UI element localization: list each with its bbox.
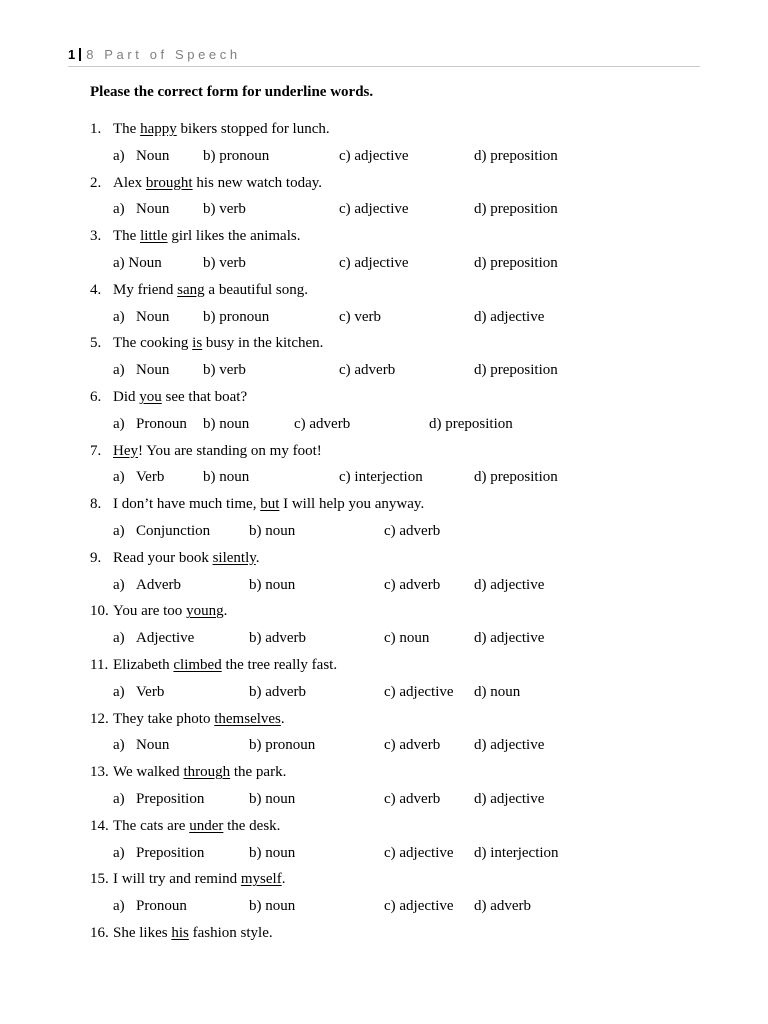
question-row <box>0 493 768 520</box>
question-number: 6. <box>90 388 102 405</box>
options-row <box>0 895 768 922</box>
question-text <box>113 440 322 462</box>
option-a-text: Verb <box>136 469 165 486</box>
question-text-after: the desk. <box>223 817 281 834</box>
option-d: d) adjective <box>474 308 545 325</box>
option-a-text: Adverb <box>136 576 181 593</box>
page-number: 1 <box>68 47 76 62</box>
question-text <box>113 922 273 944</box>
question-text-after: . <box>280 710 285 727</box>
question-number: 14. <box>90 817 109 834</box>
question-row <box>0 654 768 681</box>
underlined-word: sang <box>177 281 205 298</box>
underlined-word: Hey <box>113 442 138 459</box>
question-row <box>0 172 768 199</box>
underlined-word: young <box>186 603 224 620</box>
question-number: 13. <box>90 764 109 781</box>
question-text-after: the tree really fast. <box>221 656 338 673</box>
underlined-word: climbed <box>173 656 222 673</box>
option-a-text: Noun <box>136 362 170 379</box>
question-text-before: The <box>113 121 141 137</box>
underlined-word: under <box>189 817 224 834</box>
options-row <box>0 574 768 601</box>
option-c: c) adjective <box>384 898 454 915</box>
option-b: b) noun <box>249 898 296 915</box>
question-number: 11. <box>90 656 109 673</box>
instruction-text: Please the correct form for underline words. <box>90 84 374 100</box>
question-text <box>113 279 308 301</box>
underlined-word: silently <box>212 549 256 566</box>
question-text-before: The cats are <box>113 817 190 834</box>
options-row <box>0 788 768 815</box>
option-d: d) adjective <box>474 576 545 593</box>
question-number: 2. <box>90 174 102 191</box>
underlined-word: through <box>183 764 231 781</box>
option-c: c) adverb <box>294 415 351 432</box>
option-b: b) noun <box>249 576 296 593</box>
option-c: c) interjection <box>339 469 423 486</box>
question-number: 1. <box>90 121 102 137</box>
question-text <box>113 386 247 408</box>
question-text-after: busy in the kitchen. <box>202 335 324 352</box>
question-text-before: The <box>113 228 141 245</box>
question-text <box>113 118 330 140</box>
option-c: c) adjective <box>339 147 409 164</box>
option-a-text: Noun <box>136 737 170 754</box>
underlined-word: myself <box>240 871 282 888</box>
options-row <box>0 145 768 172</box>
question-text-before: Elizabeth <box>113 656 174 673</box>
question-text-after: fashion style. <box>188 924 273 941</box>
question-row <box>0 761 768 788</box>
option-c: c) adverb <box>384 737 441 754</box>
question-text-before: Did <box>113 388 140 405</box>
option-c: c) noun <box>384 630 430 647</box>
options-row <box>0 252 768 279</box>
option-d: d) adjective <box>474 790 545 807</box>
question-number: 12. <box>90 710 109 727</box>
option-d: d) preposition <box>429 415 513 432</box>
option-d: d) preposition <box>474 147 558 164</box>
question-text-before: They take photo <box>113 710 215 727</box>
option-a-text: Noun <box>136 308 170 325</box>
option-a-text: Preposition <box>136 790 205 807</box>
options-row <box>0 413 768 440</box>
option-a-label: a) <box>113 469 125 486</box>
option-a-label: a) <box>113 898 125 915</box>
underlined-word: happy <box>140 121 177 137</box>
options-row <box>0 842 768 869</box>
option-b: b) verb <box>203 362 246 379</box>
option-a-text: Adjective <box>136 630 195 647</box>
options-row <box>0 520 768 547</box>
option-d: d) preposition <box>474 469 558 486</box>
question-text-before: The cooking <box>113 335 193 352</box>
question-text <box>113 708 285 730</box>
option-d: d) preposition <box>474 201 558 218</box>
question-number: 16. <box>90 924 109 941</box>
option-a-label: a) <box>113 790 125 807</box>
question-text-after: ! You are standing on my foot! <box>138 442 322 459</box>
option-d: d) preposition <box>474 254 558 271</box>
options-row <box>0 198 768 225</box>
option-d: d) interjection <box>474 844 559 861</box>
question-text <box>113 654 337 676</box>
option-a-text: Pronoun <box>136 415 187 432</box>
question-text <box>113 493 424 515</box>
question-row <box>0 279 768 306</box>
question-number: 3. <box>90 228 102 245</box>
option-c: c) adjective <box>384 683 454 700</box>
question-row <box>0 332 768 359</box>
options-row <box>0 681 768 708</box>
option-a-label: a) Noun <box>113 254 162 271</box>
question-number: 10. <box>90 603 109 620</box>
question-row <box>0 708 768 735</box>
question-list <box>0 118 768 949</box>
underlined-word: you <box>139 388 162 405</box>
question-text-before: We walked <box>113 764 184 781</box>
question-text-after: bikers stopped for lunch. <box>176 121 330 137</box>
question-row <box>0 547 768 574</box>
option-a-label: a) <box>113 415 125 432</box>
option-a-text: Noun <box>136 201 170 218</box>
option-b: b) noun <box>203 415 250 432</box>
option-a-text: Preposition <box>136 844 205 861</box>
question-text-after: his new watch today. <box>192 174 323 191</box>
underlined-word: little <box>140 228 168 245</box>
question-number: 15. <box>90 871 109 888</box>
question-text <box>113 225 300 247</box>
option-b: b) noun <box>203 469 250 486</box>
option-c: c) adverb <box>384 576 441 593</box>
option-a-text: Conjunction <box>136 522 211 539</box>
question-text-before: I will try and remind <box>113 871 241 888</box>
header-divider <box>79 48 81 61</box>
question-row <box>0 118 768 145</box>
option-a-label: a) <box>113 308 125 325</box>
question-text-after: a beautiful song. <box>204 281 308 298</box>
question-row <box>0 868 768 895</box>
underlined-word: his <box>171 924 189 941</box>
question-text <box>113 815 280 837</box>
option-a-label: a) <box>113 362 125 379</box>
underlined-word: is <box>192 335 203 352</box>
option-c: c) adverb <box>384 522 441 539</box>
question-row <box>0 815 768 842</box>
option-d: d) adverb <box>474 898 532 915</box>
question-text-after: see that boat? <box>161 388 248 405</box>
question-text <box>113 172 322 194</box>
document-title: 8 Part of Speech <box>86 47 241 62</box>
option-c: c) verb <box>339 308 382 325</box>
option-a-label: a) <box>113 844 125 861</box>
options-row <box>0 627 768 654</box>
option-d: d) adjective <box>474 630 545 647</box>
option-b: b) noun <box>249 790 296 807</box>
options-row <box>0 359 768 386</box>
question-text-after: . <box>223 603 228 620</box>
question-text-after: girl likes the animals. <box>167 228 301 245</box>
options-row <box>0 734 768 761</box>
question-row <box>0 600 768 627</box>
option-a-label: a) <box>113 737 125 754</box>
question-text <box>113 332 323 354</box>
question-number: 5. <box>90 335 102 352</box>
question-number: 7. <box>90 442 102 459</box>
option-c: c) adjective <box>384 844 454 861</box>
option-c: c) adjective <box>339 201 409 218</box>
option-a-text: Verb <box>136 683 165 700</box>
option-a-label: a) <box>113 683 125 700</box>
question-text-after: the park. <box>230 764 287 781</box>
question-row <box>0 386 768 413</box>
question-text-before: My friend <box>113 281 178 298</box>
options-row <box>0 306 768 333</box>
option-a-text: Noun <box>136 147 170 164</box>
option-c: c) adverb <box>339 362 396 379</box>
question-text-after: I will help you anyway. <box>279 496 425 513</box>
option-b: b) noun <box>249 844 296 861</box>
question-text <box>113 868 285 890</box>
option-d: d) adjective <box>474 737 545 754</box>
options-row <box>0 466 768 493</box>
option-b: b) verb <box>203 254 246 271</box>
option-c: c) adverb <box>384 790 441 807</box>
option-b: b) pronoun <box>203 308 270 325</box>
question-text <box>113 761 286 783</box>
question-text-before: You are too <box>113 603 187 620</box>
option-a-label: a) <box>113 522 125 539</box>
underlined-word: but <box>260 496 280 513</box>
question-number: 4. <box>90 281 102 298</box>
option-b: b) pronoun <box>249 737 316 754</box>
question-text-before: Alex <box>113 174 146 191</box>
underlined-word: themselves <box>214 710 281 727</box>
question-text-before: Read your book <box>113 549 213 566</box>
option-d: d) noun <box>474 683 521 700</box>
option-a-text: Pronoun <box>136 898 187 915</box>
question-text-before: She likes <box>113 924 172 941</box>
question-row <box>0 225 768 252</box>
option-d: d) preposition <box>474 362 558 379</box>
question-text <box>113 600 227 622</box>
question-number: 8. <box>90 496 102 513</box>
option-a-label: a) <box>113 201 125 218</box>
option-a-label: a) <box>113 630 125 647</box>
underlined-word: brought <box>145 174 193 191</box>
option-a-label: a) <box>113 147 125 164</box>
option-b: b) verb <box>203 201 246 218</box>
option-b: b) pronoun <box>203 147 270 164</box>
page-header <box>68 46 700 67</box>
option-c: c) adjective <box>339 254 409 271</box>
question-text-after: . <box>281 871 286 888</box>
question-row <box>0 922 768 949</box>
question-text-after: . <box>255 549 260 566</box>
question-row <box>0 440 768 467</box>
question-number: 9. <box>90 549 102 566</box>
option-b: b) adverb <box>249 630 307 647</box>
question-text-before: I don’t have much time, <box>113 496 261 513</box>
option-a-label: a) <box>113 576 125 593</box>
question-text <box>113 547 260 569</box>
option-b: b) noun <box>249 522 296 539</box>
option-b: b) adverb <box>249 683 307 700</box>
